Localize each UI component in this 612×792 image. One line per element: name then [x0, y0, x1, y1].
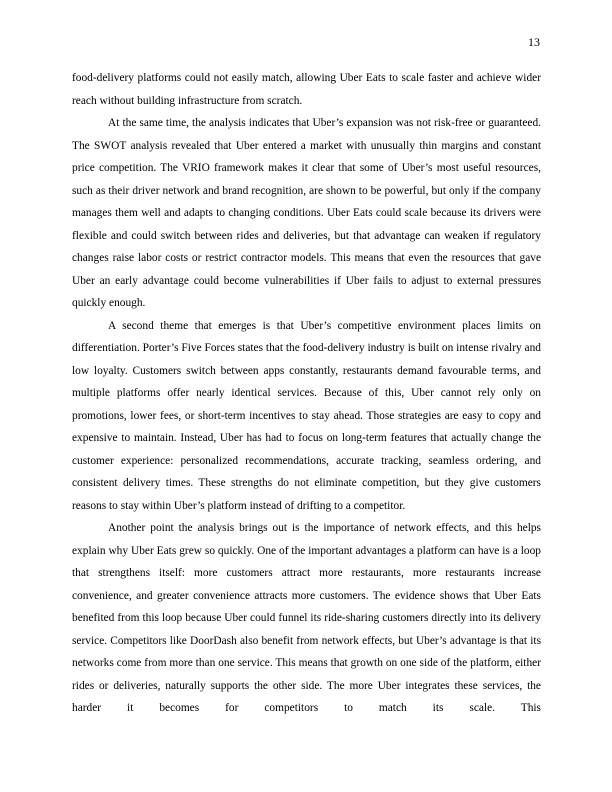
page-number: 13: [528, 35, 540, 49]
paragraph-swot-vrio: At the same time, the analysis indicates that Uber’s expansion was not risk-free or guaranteed. The SWOT analysis revealed that Uber entered a market with unusually thin margins and constant price competition. The VRIO framework makes it clear that some of Uber’s most useful resources, such as their driver network and brand recognition, are shown to be powerful, but only if the company manages them well and adapts to changing conditions. Uber Eats could scale because its drivers were flexible and could switch between rides and deliveries, but that advantage can weaken if regulatory changes raise labor costs or restrict contractor models. This means that even the resources that gave Uber an early advantage could become vulnerabilities if Uber fails to adjust to external pressures quickly enough.: [72, 117, 541, 309]
paragraph-continuation: food-delivery platforms could not easily match, allowing Uber Eats to scale faster and achieve wider reach without building infrastructure from scratch.: [72, 72, 541, 107]
paragraph-competitive-environment: A second theme that emerges is that Uber’s competitive environment places limits on differentiation. Porter’s Five Forces states that the food-delivery industry is built on intense rivalry and low loyalty. Customers switch between apps constantly, restaurants demand favourable terms, and multiple platforms offer nearly identical services. Because of this, Uber cannot rely only on promotions, lower fees, or short-term incentives to stay ahead. Those strategies are easy to copy and expensive to maintain. Instead, Uber has had to focus on long-term features that actually change the customer experience: personalized recommendations, accurate tracking, seamless ordering, and consistent delivery times. These strengths do not eliminate competition, but they give customers reasons to stay within Uber’s platform instead of drifting to a competitor.: [72, 319, 541, 512]
paragraph-network-effects: Another point the analysis brings out is the importance of network effects, and this helps explain why Uber Eats grew so quickly. One of the important advantages a platform can have is a loop that strengthens itself: more customers attract more restaurants, more restaurants increase convenience, and greater convenience attracts more customers. The evidence shows that Uber Eats benefited from this loop because Uber could funnel its ride-sharing customers directly into its delivery service. Competitors like DoorDash also benefit from network effects, but Uber’s advantage is that its networks come from more than one service. This means that growth on one side of the platform, either rides or deliveries, naturally supports the other side. The more Uber integrates these services, the harder it becomes for competitors to match its scale. This: [72, 522, 541, 714]
body-text: [72, 67, 541, 720]
